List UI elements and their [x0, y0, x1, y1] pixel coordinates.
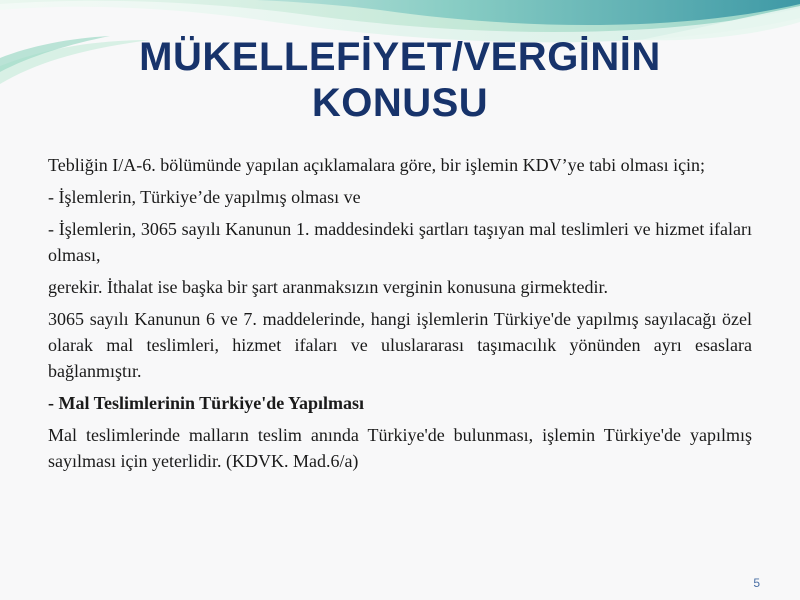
paragraph-intro: Tebliğin I/A-6. bölümünde yapılan açıklamalara göre, bir işlemin KDV’ye tabi olması için;	[48, 155, 706, 175]
paragraph-condition-2: - İşlemlerin, 3065 sayılı Kanunun 1. maddesindeki şartları taşıyan mal teslimleri ve hizmet ifaları olması,	[48, 219, 752, 265]
paragraph-goods-deliveries: Mal teslimlerinde malların teslim anında Türkiye'de bulunması, işlemin Türkiye'de yapılmış sayılması için yeterlidir. (KDVK. Mad.6/a)	[48, 425, 752, 471]
paragraph-condition-1: - İşlemlerin, Türkiye’de yapılmış olması ve	[48, 187, 361, 207]
paragraph-import-note: gerekir. İthalat ise başka bir şart aranmaksızın verginin konusuna girmektedir.	[48, 277, 609, 297]
paragraph-law-articles: 3065 sayılı Kanunun 6 ve 7. maddelerinde, hangi işlemlerin Türkiye'de yapılmış sayılacağı özel olarak mal teslimleri, hizmet ifaları ve uluslararası taşımacılık yönünden ayrı esaslara bağlanmıştır.	[48, 309, 752, 381]
subheading-goods-deliveries: - Mal Teslimlerinin Türkiye'de Yapılması	[48, 393, 365, 413]
slide-title: MÜKELLEFİYET/VERGİNİN KONUSU	[139, 35, 661, 125]
slide-body	[48, 152, 752, 480]
page-number: 5	[753, 576, 760, 590]
